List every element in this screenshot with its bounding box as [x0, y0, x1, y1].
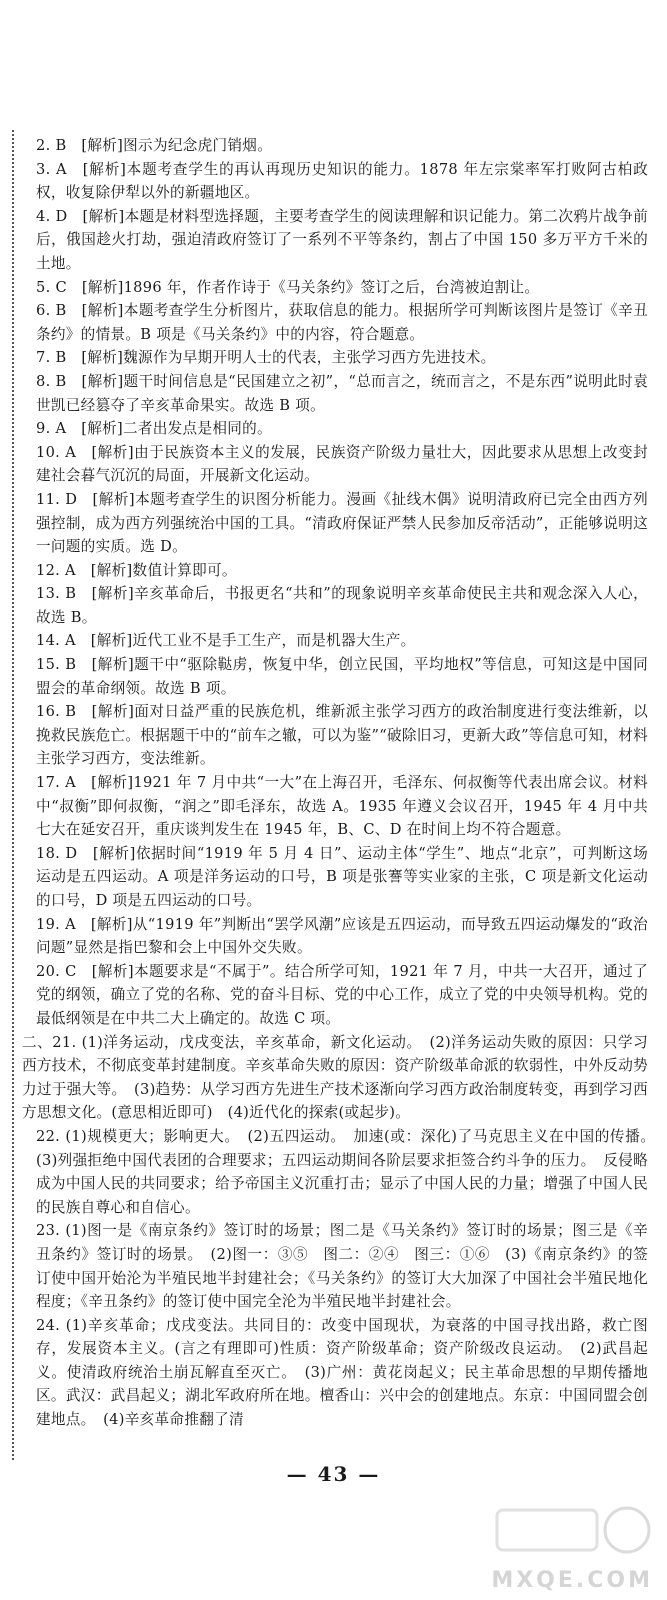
answer-item: 7. B [解析]魏源作为早期开明人士的代表，主张学习西方先进技术。 [36, 349, 496, 367]
answer-item: 14. A [解析]近代工业不是手工生产，而是机器大生产。 [36, 632, 416, 650]
answer-item: 6. B [解析]本题考查学生分析图片，获取信息的能力。根据所学可判断该图片是签订《辛丑条约》的情景。B 项是《马关条约》中的内容，符合题意。 [36, 302, 648, 343]
binding-dotted-line [12, 130, 14, 1460]
watermark-logo [487, 1500, 657, 1595]
answer-item: 18. D [解析]依据时间“1919 年 5 月 4 日”、运动主体“学生”、地点“北京”，可判断这场运动是五四运动。A 项是洋务运动的口号，B 项是张謇等实业家的主张，C 项是新文化运动的口号，D 项是五四运动的口号。 [36, 844, 648, 909]
answer-item: 4. D [解析]本题是材料型选择题，主要考查学生的阅读理解和识记能力。第二次鸦片战争前后，俄国趁火打劫，强迫清政府签订了一系列不平等条约，割占了中国 150 多万平方千米的土地。 [36, 207, 648, 272]
answer-item: 5. C [解析]1896 年，作者作诗于《马关条约》签订之后，台湾被迫割让。 [36, 278, 540, 296]
answer-item: 9. A [解析]二者出发点是相同的。 [36, 420, 272, 438]
answer-item: 2. B [解析]图示为纪念虎门销烟。 [36, 137, 273, 154]
answer-item: 11. D [解析]本题考查学生的识图分析能力。漫画《扯线木偶》说明清政府已完全由西方列强控制，成为西方列强统治中国的工具。“清政府保证严禁人民参加反帝活动”，正能够说明这一问题的实质。选 D。 [36, 490, 648, 556]
answer-item: 16. B [解析]面对日益严重的民族危机，维新派主张学习西方的政治制度进行变法维新，以挽救民族危亡。根据题干中的“前车之辙，可以为鉴”“破除旧习，更新大政”等信息可知，材料主张学习西方，变法维新。 [36, 703, 648, 768]
section-two-answer-item: 二、21. (1)洋务运动，戊戌变法，辛亥革命，新文化运动。 (2)洋务运动失败的原因：只学习西方技术，不彻底变革封建制度。辛亥革命失败的原因：资产阶级革命派的软弱性，中外反动势力过于强大等。 (3)趋势：从学习西方先进生产技术逐渐向学习西方政治制度转变，再到学习西方思想文化。(意思相近即可) (4)近代化的探索(或起步)。 [22, 1033, 648, 1122]
answer-item: 23. (1)图一是《南京条约》签订时的场景；图二是《马关条约》签订时的场景；图三是《辛丑条约》签订时的场景。 (2)图一：③⑤ 图二：②④ 图三：①⑥ (3)《南京条约》的签订使中国开始沦为半殖民地半封建社会；《马关条约》的签订大大加深了中国社会半殖民地化程度；《辛丑条约》的签订使中国完全沦为半殖民地半封建社会。 [36, 1222, 648, 1311]
answer-item: 19. A [解析]从“1919 年”判断出“罢学风潮”应该是五四运动，而导致五四运动爆发的“政治问题”显然是指巴黎和会上中国外交失败。 [36, 915, 648, 957]
answer-item: 13. B [解析]辛亥革命后，书报更名“共和”的现象说明辛亥革命使民主共和观念深入人心，故选 B。 [36, 585, 648, 626]
watermark-text: MXQE.COM [491, 1568, 653, 1593]
answer-item: 15. B [解析]题干中“驱除鞑虏，恢复中华，创立民国，平均地权”等信息，可知这是中国同盟会的革命纲领。故选 B 项。 [36, 656, 648, 697]
answer-item: 12. A [解析]数值计算即可。 [36, 561, 237, 579]
answer-item: 20. C [解析]本题要求是“不属于”。结合所学可知，1921 年 7 月，中共一大召开，通过了党的纲领，确立了党的名称、党的奋斗目标、党的中心工作，成立了党的中央领导机构。党的最低纲领是在中共二大上确定的。故选 C 项。 [36, 962, 648, 1027]
answer-item: 8. B [解析]题干时间信息是“民国建立之初”，“总而言之，统而言之，不是东西”说明此时袁世凯已经篡夺了辛亥革命果实。故选 B 项。 [36, 372, 648, 414]
answer-item: 22. (1)规模更大；影响更大。 (2)五四运动。 加速(或：深化)了马克思主义在中国的传播。 (3)列强拒绝中国代表团的合理要求；五四运动期间各阶层要求拒签合约斗争的压力。 反侵略成为中国人民的共同要求；给予帝国主义沉重打击；显示了中国人民的力量；增强了中国人民的民族自尊心和自信心。 [36, 1127, 663, 1216]
answer-item: 3. A [解析]本题考查学生的再认再现历史知识的能力。1878 年左宗棠率军打败阿古柏政权，收复除伊犁以外的新疆地区。 [36, 160, 648, 202]
page-number: — 43 — [286, 1462, 381, 1486]
answer-item: 17. A [解析]1921 年 7 月中共“一大”在上海召开，毛泽东、何叔衡等代表出席会议。材料中“叔衡”即何叔衡，“润之”即毛泽东，故选 A。1935 年遵义会议召开，1945 年 4 月中共七大在延安召开，重庆谈判发生在 1945 年，B、C、D 在时间上均不符合题意。 [36, 774, 648, 839]
answer-list [22, 134, 663, 1432]
answer-item: 24. (1)辛亥革命；戊戌变法。共同目的：改变中国现状，为衰落的中国寻找出路，救亡图存，发展资本主义。(言之有理即可)性质：资产阶级革命；资产阶级改良运动。 (2)武昌起义。使清政府统治土崩瓦解直至灭亡。 (3)广州：黄花岗起义；民主革命思想的早期传播地区。武汉：武昌起义；湖北军政府所在地。檀香山：兴中会的创建地点。东京：中国同盟会创建地点。 (4)辛亥革命推翻了清 [36, 1316, 648, 1429]
answer-item: 10. A [解析]由于民族资本主义的发展，民族资产阶级力量壮大，因此要求从思想上改变封建社会暮气沉沉的局面，开展新文化运动。 [36, 443, 648, 485]
